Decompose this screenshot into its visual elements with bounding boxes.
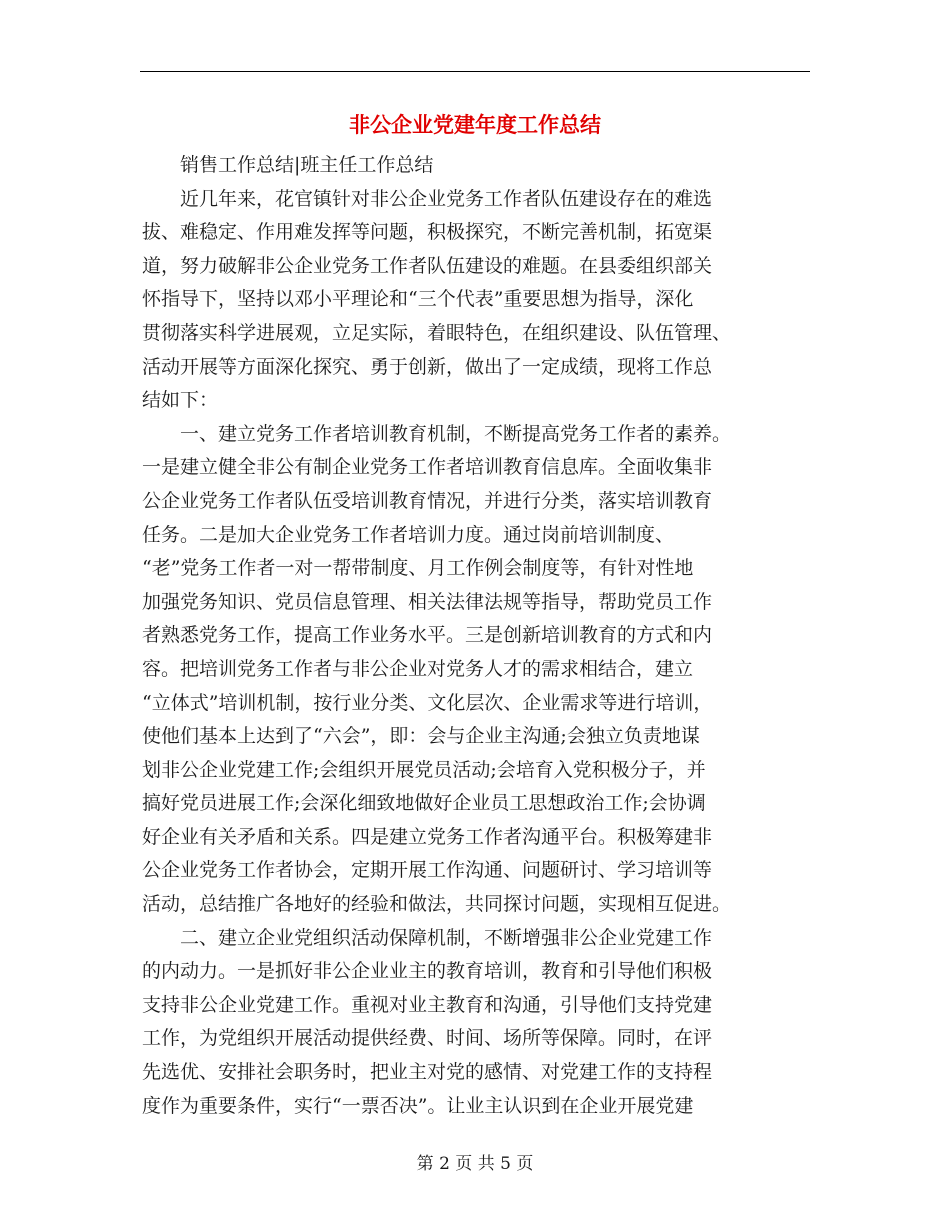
body-line: 公企业党务工作者队伍受培训教育情况，并进行分类，落实培训教育 xyxy=(142,489,713,512)
body-line: “立体式”培训机制，按行业分类、文化层次、企业需求等进行培训， xyxy=(142,691,713,714)
body-line: 近几年来，花官镇针对非公企业党务工作者队伍建设存在的难选 xyxy=(142,187,713,210)
body-line: 一、建立党务工作者培训教育机制，不断提高党务工作者的素养。 xyxy=(142,422,732,445)
body-line: 二、建立企业党组织活动保障机制，不断增强非公企业党建工作 xyxy=(142,926,713,949)
body-line: 者熟悉党务工作，提高工作业务水平。三是创新培训教育的方式和内 xyxy=(142,624,713,647)
body-line: 搞好党员进展工作;会深化细致地做好企业员工思想政治工作;会协调 xyxy=(142,792,706,815)
body-line: 活动，总结推广各地好的经验和做法，共同探讨问题，实现相互促进。 xyxy=(142,893,732,916)
body-line: 的内动力。一是抓好非公企业业主的教育培训，教育和引导他们积极 xyxy=(142,960,713,983)
body-line: 活动开展等方面深化探究、勇于创新，做出了一定成绩，现将工作总 xyxy=(142,355,713,378)
document-title: 非公企业党建年度工作总结 xyxy=(349,112,601,137)
header-rule xyxy=(140,71,810,72)
body-line: 道，努力破解非公企业党务工作者队伍建设的难题。在县委组织部关 xyxy=(142,254,713,277)
body-line: 公企业党务工作者协会，定期开展工作沟通、问题研讨、学习培训等 xyxy=(142,859,713,882)
page-number: 第 2 页 共 5 页 xyxy=(416,1154,534,1174)
body-line: 好企业有关矛盾和关系。四是建立党务工作者沟通平台。积极筹建非 xyxy=(142,825,713,848)
body-line: 贯彻落实科学进展观，立足实际，着眼特色，在组织建设、队伍管理、 xyxy=(142,321,732,344)
body-line: 使他们基本上达到了“六会”，即：会与企业主沟通;会独立负责地谋 xyxy=(142,725,700,748)
document-body xyxy=(142,149,810,1123)
body-line: “老”党务工作者一对一帮带制度、月工作例会制度等，有针对性地 xyxy=(142,557,694,580)
body-line: 度作为重要条件，实行“一票否决”。让业主认识到在企业开展党建 xyxy=(142,1094,694,1117)
body-line: 一是建立健全非公有制企业党务工作者培训教育信息库。全面收集非 xyxy=(142,456,713,479)
body-line: 容。把培训党务工作者与非公企业对党务人才的需求相结合，建立 xyxy=(142,657,694,680)
body-line: 划非公企业党建工作;会组织开展党员活动;会培育入党积极分子，并 xyxy=(142,758,706,781)
body-line: 结如下： xyxy=(142,389,219,412)
body-line: 任务。二是加大企业党务工作者培训力度。通过岗前培训制度、 xyxy=(142,523,675,546)
body-line: 怀指导下，坚持以邓小平理论和“三个代表”重要思想为指导，深化 xyxy=(142,288,694,311)
body-line: 工作，为党组织开展活动提供经费、时间、场所等保障。同时，在评 xyxy=(142,1027,713,1050)
body-line: 加强党务知识、党员信息管理、相关法律法规等指导，帮助党员工作 xyxy=(142,590,713,613)
body-line: 支持非公企业党建工作。重视对业主教育和沟通，引导他们支持党建 xyxy=(142,993,713,1016)
body-line: 拔、难稳定、作用难发挥等问题，积极探究，不断完善机制，拓宽渠 xyxy=(142,221,713,244)
body-line: 先选优、安排社会职务时，把业主对党的感情、对党建工作的支持程 xyxy=(142,1061,713,1084)
body-line: 销售工作总结|班主任工作总结 xyxy=(142,154,434,176)
